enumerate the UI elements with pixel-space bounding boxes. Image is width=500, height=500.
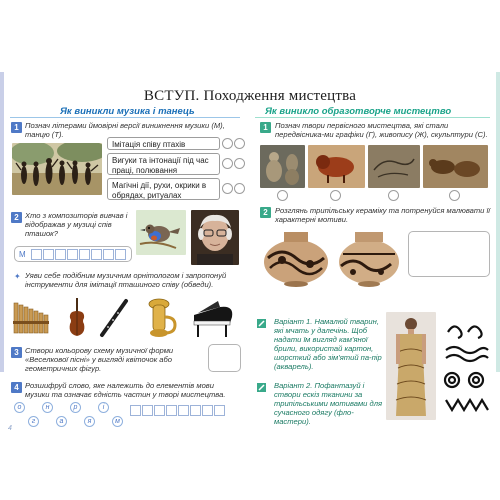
option-work-shouts [107,153,220,175]
answer-circle[interactable] [388,190,399,201]
animal-figures-photo [423,145,488,188]
answer-letter-grid [130,405,226,416]
right-column-heading: Як виникло образотворче мистецтво [265,106,452,117]
clarinet-icon[interactable] [96,297,130,339]
pin-icon: ✦ [14,272,21,281]
answer-circle[interactable] [222,183,233,194]
answer-circle[interactable] [277,190,288,201]
right-heading-divider [255,117,490,118]
motif-drawing-field[interactable] [408,231,490,277]
letter-cell[interactable] [43,249,54,260]
brush-icon [256,318,267,329]
letter-cell[interactable] [166,405,177,416]
page-number: 4 [8,425,12,432]
letter-cell[interactable] [154,405,165,416]
left-heading-divider [10,117,240,118]
letter-cell[interactable] [55,249,66,260]
letter-cell[interactable] [31,249,42,260]
left-column-heading: Як виникли музика і танець [60,106,195,117]
letter-cell[interactable] [79,249,90,260]
task-number-badge: 2 [260,207,271,218]
task-instruction: Познач твори первісного мистецтва, які стали передвісника-ми графіки (Г), живопису (Ж), скульптури (С). [275,121,488,139]
answer-letter: М [19,250,26,259]
task-number-badge: 1 [11,122,22,133]
option-label: Імітація співу птахів [112,140,186,149]
task-instruction: Варіант 2. Пофантазуй і створи ескіз тканини за трипільськими мотивами для сучасного одягу (фло-мастери). [274,381,383,426]
cave-painting-bison-photo [308,145,365,188]
letter-cell[interactable] [130,405,141,416]
tuba-icon[interactable] [145,297,181,339]
answer-circle[interactable] [234,183,245,194]
cipher-letter: і [98,402,109,413]
grand-piano-icon[interactable] [190,297,236,339]
scheme-drawing-field[interactable] [208,344,241,372]
letter-cell[interactable] [103,249,114,260]
answer-circle[interactable] [222,138,233,149]
cipher-letter: р [70,402,81,413]
venus-figurine-photo [260,145,305,188]
cipher-letter: о [14,402,25,413]
answer-circle[interactable] [222,158,233,169]
task-instruction: Хто з композиторів вивчав і відображав у музиці спів пташок? [25,211,128,238]
trypillian-vase-1 [262,228,330,290]
letter-cell[interactable] [178,405,189,416]
option-magic-rituals [107,178,220,200]
task-number-badge: 2 [11,212,22,223]
right-page-edge [496,72,500,372]
composer-answer-field[interactable] [14,246,132,262]
cipher-letter: н [42,402,53,413]
letter-cell[interactable] [214,405,225,416]
answer-circle[interactable] [330,190,341,201]
left-page-edge [0,72,4,372]
cipher-letter: я [84,416,95,427]
pencil-icon [256,382,267,393]
fashion-model-photo [386,312,436,420]
pan-flute-icon[interactable] [12,297,52,337]
answer-circle[interactable] [234,138,245,149]
letter-cell[interactable] [142,405,153,416]
page-title: ВСТУП. Походження мистецтва [143,88,357,104]
task-number-badge: 3 [11,347,22,358]
cipher-letter: м [112,416,123,427]
composer-portrait [191,210,239,265]
bird-photo [136,210,186,255]
task-instruction: Створи кольорову схему музичної форми «Веселкової пісні» у вигляді квіточок або геометричних фігур. [25,346,174,373]
cipher-letter: г [28,416,39,427]
trypillian-vase-2 [335,228,403,290]
task-instruction: Розшифруй слово, яке належить до елементів мови музики та означає єдність частин у творі мистецтва. [25,381,226,399]
letter-cell[interactable] [91,249,102,260]
cipher-letter: а [56,416,67,427]
answer-circle[interactable] [234,158,245,169]
trypillian-patterns [442,318,490,418]
option-bird-imitation [107,137,220,150]
violin-icon[interactable] [62,297,92,339]
task-number-badge: 4 [11,382,22,393]
task-instruction: Уяви себе подібним музичним орнітологом і запропонуй інструменти для імітації пташиного співу (обведи). [25,271,227,289]
task-instruction: Познач літерами ймовірні версії виникнення музики (М), танцю (Т). [25,121,225,139]
letter-cell[interactable] [190,405,201,416]
answer-circle[interactable] [449,190,460,201]
task-instruction: Варіант 1. Намалюй тварин, які мчать у далечінь. Щоб надати їм вигляд кам'яної брили, використай картон, шорсткий або зім'ятий па-пір (акварель). [274,317,382,371]
dance-ritual-illustration [12,143,102,195]
option-label: Магічні дії, рухи, окрики в обрядах, ритуалах [112,181,207,200]
answer-letter-grid [31,249,127,260]
letter-cell[interactable] [115,249,126,260]
rock-engraving-photo [368,145,420,188]
letter-cell[interactable] [202,405,213,416]
task-number-badge: 1 [260,122,271,133]
letter-cell[interactable] [67,249,78,260]
option-label: Вигуки та інтонації під час праці, полювання [112,156,209,175]
task-instruction: Розглянь трипільську кераміку та потренуйся малювати її характерні мотиви. [275,206,490,224]
